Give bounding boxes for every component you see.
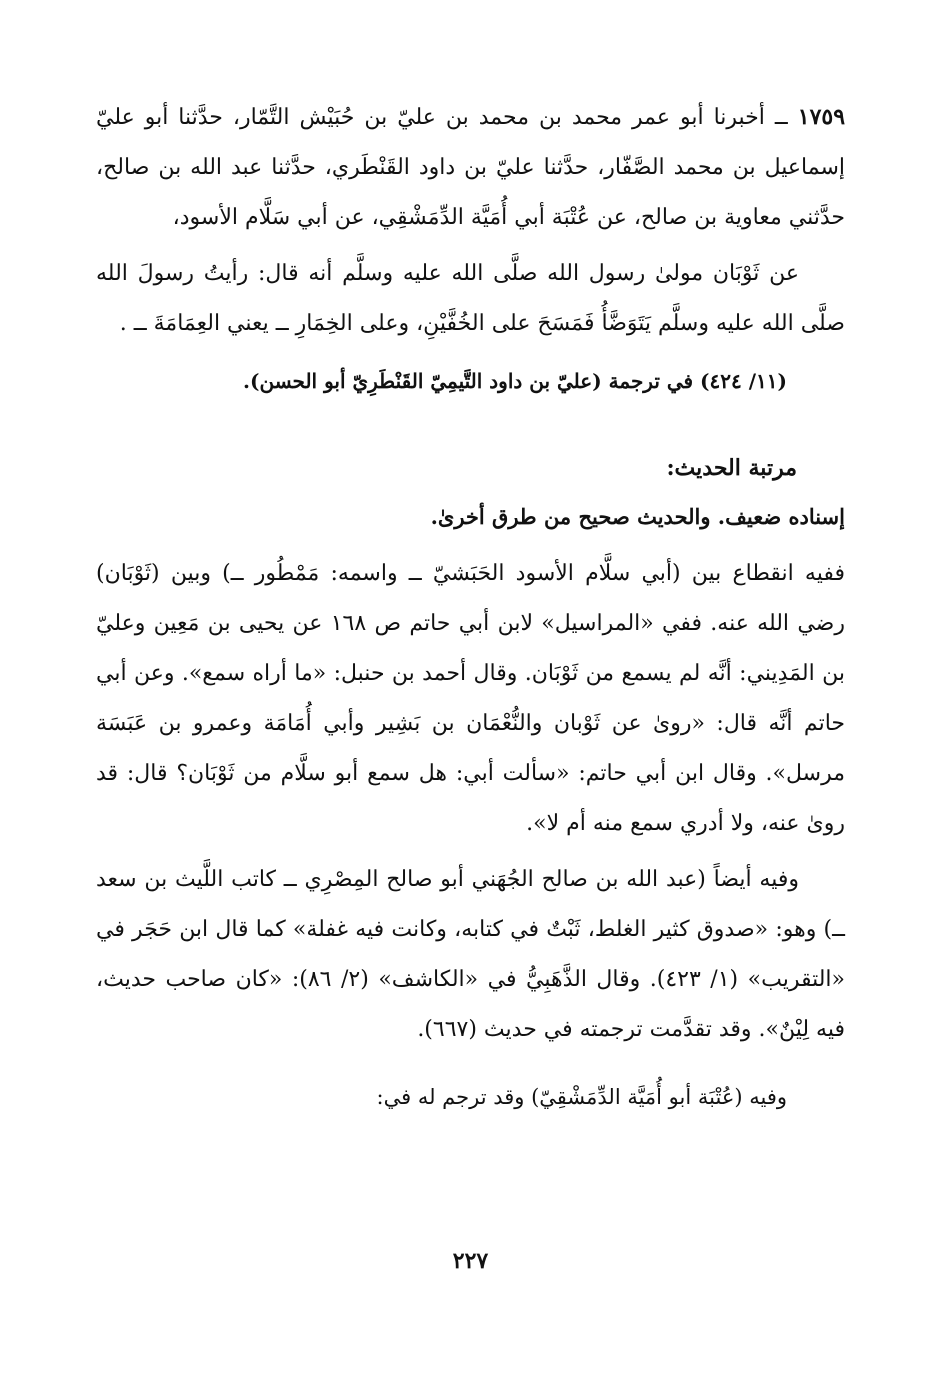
source-reference: (١١/ ٤٢٤) في ترجمة (عليّ بن داود التَّيمِيّ القَنْطَرِيّ أبو الحسن). <box>243 369 787 393</box>
isnad-text: ــ أخبرنا أبو عمر محمد بن محمد بن عليّ بن حُبَيْش التَّمّار، حدَّثنا أبو عليّ إسماعيل بن محمد الصَّفّار، حدَّثنا عليّ بن داود القَنْطَري، حدَّثنا عبد الله بن صالح، حدَّثني معاوية بن صالح، عن عُتْبَة أبي أُمَيَّة الدِّمَشْقِي، عن أبي سَلَّام الأسود، <box>96 105 845 230</box>
discussion-paragraph-1: ففيه انقطاع بين (أبي سلَّام الأسود الحَبَشيّ ــ واسمه: مَمْطُور ــ) وبين (ثَوْبَان) رضي الله عنه. ففي «المراسيل» لابن أبي حاتم ص ١٦٨ عن يحيى بن مَعِين وعليّ بن المَدِيني: أنَّه لم يسمع من ثَوْبَان. وقال أحمد بن حنبل: «ما أراه سمع». وعن أبي حاتم أنَّه قال: «روىٰ عن ثَوْبان والنُّعْمَان بن بَشِير وأبي أُمَامَة وعمرو بن عَبَسَة مرسل». وقال ابن أبي حاتم: «سألت أبي: هل سمع أبو سلَّام من ثَوْبَان؟ قال: قد روىٰ عنه، ولا أدري سمع منه أم لا». <box>96 561 845 836</box>
grade-heading: مرتبة الحديث: <box>666 455 797 481</box>
hadith-matn: عن ثَوْبَان مولىٰ رسول الله صلَّى الله عليه وسلَّم أنه قال: رأيتُ رسولَ الله صلَّى الله عليه وسلَّم يَتَوَضَّأُ فَمَسَحَ على الخُفَّيْنِ، وعلى الخِمَارِ ــ يعني العِمَامَةَ ــ . <box>96 261 845 336</box>
discussion-paragraph-2: وفيه أيضاً (عبد الله بن صالح الجُهَني أبو صالح المِصْرِي ــ كاتب اللَّيث بن سعد ــ) وهو: «صدوق كثير الغلط، ثَبْتٌ في كتابه، وكانت فيه غفلة» كما قال ابن حَجَر في «التقريب» (١/ ٤٢٣). وقال الذَّهَبِيُّ في «الكاشف» (٢/ ٨٦): «كان صاحب حديث، فيه لِيْنٌ». وقد تقدَّمت ترجمته في حديث (٦٦٧). <box>96 867 846 1042</box>
page-number: ٢٢٧ <box>452 1248 489 1274</box>
hadith-number: ١٧٥٩ <box>797 104 846 130</box>
discussion-paragraph-3: وفيه (عُتْبَة أبو أُمَيَّة الدِّمَشْقِيّ) وقد ترجم له في: <box>376 1085 787 1109</box>
hadith-isnad <box>96 92 845 243</box>
grade-verdict: إسناده ضعيف. والحديث صحيح من طرق أخرىٰ. <box>430 504 845 529</box>
